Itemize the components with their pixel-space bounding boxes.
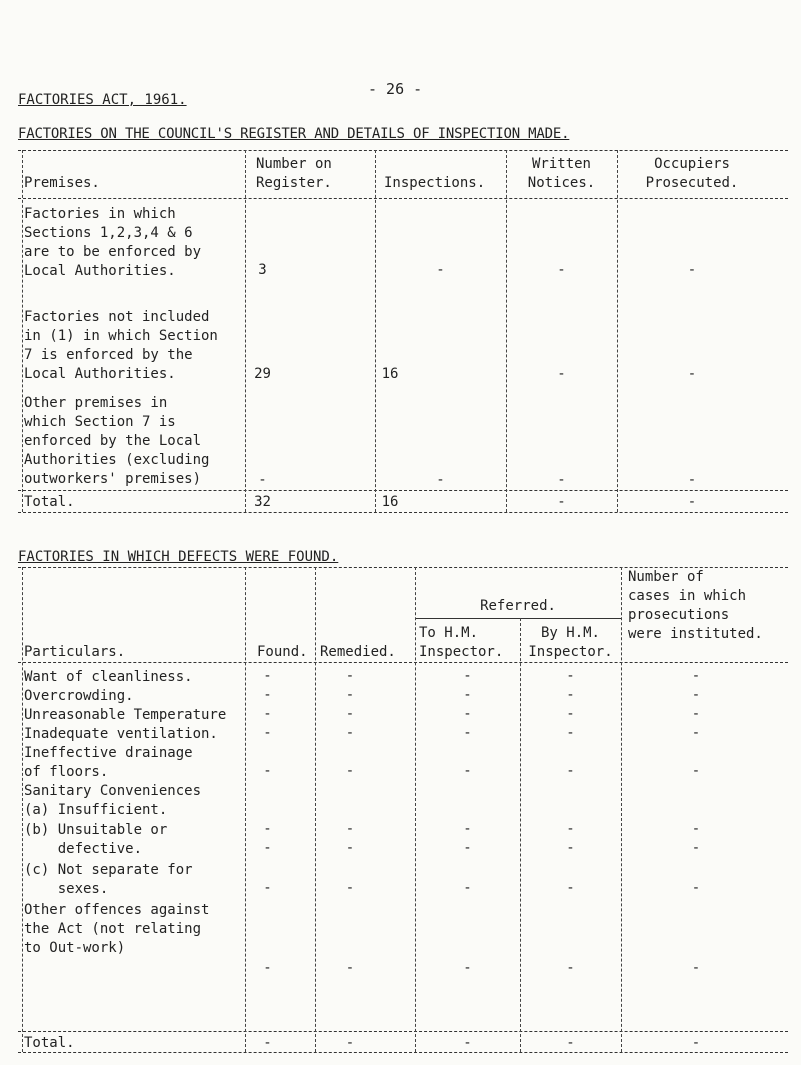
defect-cell-to: - [463, 763, 472, 779]
total-register: 32 [254, 494, 271, 510]
col-written-notices: Written Notices. [527, 156, 596, 191]
total-label: Total. [24, 494, 75, 510]
defects-title: FACTORIES IN WHICH DEFECTS WERE FOUND. [18, 549, 339, 565]
defect-cell-to: - [463, 687, 472, 703]
defect-total-prosecutions: - [691, 1035, 701, 1051]
defect-row-label: Unreasonable Temperature [24, 707, 227, 723]
defect-cell-prosecutions: - [691, 821, 701, 837]
col-premises: Premises. [24, 175, 100, 191]
defect-cell-remedied: - [345, 668, 355, 684]
defect-cell-to: - [463, 840, 472, 856]
row-label: Factories in which Sections 1,2,3,4 & 6 are to be enforced by Local Authorities. [24, 206, 202, 279]
defect-row-label: Overcrowding. [24, 688, 134, 704]
defect-cell-by: - [566, 725, 575, 741]
defect-cell-found: - [263, 687, 272, 703]
row-prosecuted: - [687, 472, 697, 488]
defect-cell-remedied: - [345, 960, 355, 976]
total-prosecuted: - [687, 494, 697, 510]
defect-total-to: - [463, 1035, 472, 1051]
defect-row-label: (c) Not separate for sexes. [24, 862, 193, 897]
defect-cell-remedied: - [345, 763, 355, 779]
defect-cell-to: - [463, 960, 472, 976]
defect-total-by: - [566, 1035, 575, 1051]
defect-total-remedied: - [345, 1035, 355, 1051]
col-to-hm-inspector: To H.M. Inspector. [419, 625, 504, 660]
col-referred: Referred. [480, 598, 556, 614]
defect-cell-found: - [263, 725, 272, 741]
defect-row-label: Sanitary Conveniences (a) Insufficient. [24, 783, 202, 818]
defect-cell-found: - [263, 880, 272, 896]
defect-cell-found: - [263, 706, 272, 722]
col-found: Found. [257, 644, 308, 660]
defect-row-label: Ineffective drainage of floors. [24, 745, 193, 780]
defect-cell-by: - [566, 668, 575, 684]
col-remedied: Remedied. [320, 644, 396, 660]
defect-cell-prosecutions: - [691, 840, 701, 856]
defect-cell-remedied: - [345, 880, 355, 896]
row-register: - [258, 472, 267, 488]
defect-cell-remedied: - [345, 706, 355, 722]
row-notices: - [557, 472, 566, 488]
defect-row-label: Other offences against the Act (not relating to Out-work) [24, 902, 210, 956]
defect-cell-by: - [566, 821, 575, 837]
row-inspections: - [436, 262, 445, 278]
defect-cell-by: - [566, 687, 575, 703]
defect-cell-by: - [566, 706, 575, 722]
defect-cell-to: - [463, 668, 472, 684]
defect-cell-prosecutions: - [691, 668, 701, 684]
col-particulars: Particulars. [24, 644, 126, 660]
col-inspections: Inspections. [384, 175, 486, 191]
defect-cell-remedied: - [345, 821, 355, 837]
act-title: FACTORIES ACT, 1961. [18, 92, 187, 108]
defect-cell-found: - [263, 763, 272, 779]
defect-row-label: Inadequate ventilation. [24, 726, 218, 742]
defect-cell-by: - [566, 763, 575, 779]
row-notices: - [557, 366, 566, 382]
defect-cell-found: - [263, 668, 272, 684]
defect-cell-by: - [566, 840, 575, 856]
row-label: Other premises in which Section 7 is enforced by the Local Authorities (excluding outworkers' premises) [24, 395, 210, 487]
col-prosecutions: Number of cases in which prosecutions were instituted. [628, 569, 763, 642]
col-number-on-register: Number on Register. [256, 156, 332, 191]
defect-cell-found: - [263, 821, 272, 837]
section-title: FACTORIES ON THE COUNCIL'S REGISTER AND DETAILS OF INSPECTION MADE. [18, 126, 570, 142]
defect-cell-prosecutions: - [691, 706, 701, 722]
defect-cell-remedied: - [345, 687, 355, 703]
row-notices: - [557, 262, 566, 278]
defect-cell-found: - [263, 960, 272, 976]
row-register: 29 [254, 366, 271, 382]
defect-cell-to: - [463, 821, 472, 837]
total-inspections: 16 [381, 494, 399, 510]
col-occupiers-prosecuted: Occupiers Prosecuted. [645, 156, 739, 191]
defect-cell-prosecutions: - [691, 687, 701, 703]
row-inspections: - [436, 472, 445, 488]
defect-cell-remedied: - [345, 840, 355, 856]
defect-cell-prosecutions: - [691, 763, 701, 779]
defect-cell-prosecutions: - [691, 960, 701, 976]
defect-cell-found: - [263, 840, 272, 856]
col-by-hm-inspector: By H.M. Inspector. [528, 625, 613, 660]
defect-cell-to: - [463, 725, 472, 741]
defect-cell-prosecutions: - [691, 725, 701, 741]
defect-cell-by: - [566, 880, 575, 896]
defect-row-label: Want of cleanliness. [24, 669, 193, 685]
total-notices: - [557, 494, 566, 510]
defect-total-label: Total. [24, 1035, 75, 1051]
row-register: 3 [258, 262, 267, 278]
defect-cell-to: - [463, 880, 472, 896]
row-prosecuted: - [687, 262, 697, 278]
row-label: Factories not included in (1) in which Section 7 is enforced by the Local Authorities. [24, 309, 218, 382]
defect-cell-prosecutions: - [691, 880, 701, 896]
row-inspections: 16 [381, 366, 399, 382]
defect-cell-to: - [463, 706, 472, 722]
defect-total-found: - [263, 1035, 272, 1051]
defect-row-label: (b) Unsuitable or defective. [24, 822, 168, 857]
defect-cell-by: - [566, 960, 575, 976]
defect-cell-remedied: - [345, 725, 355, 741]
page-number: - 26 - [368, 80, 423, 98]
row-prosecuted: - [687, 366, 697, 382]
